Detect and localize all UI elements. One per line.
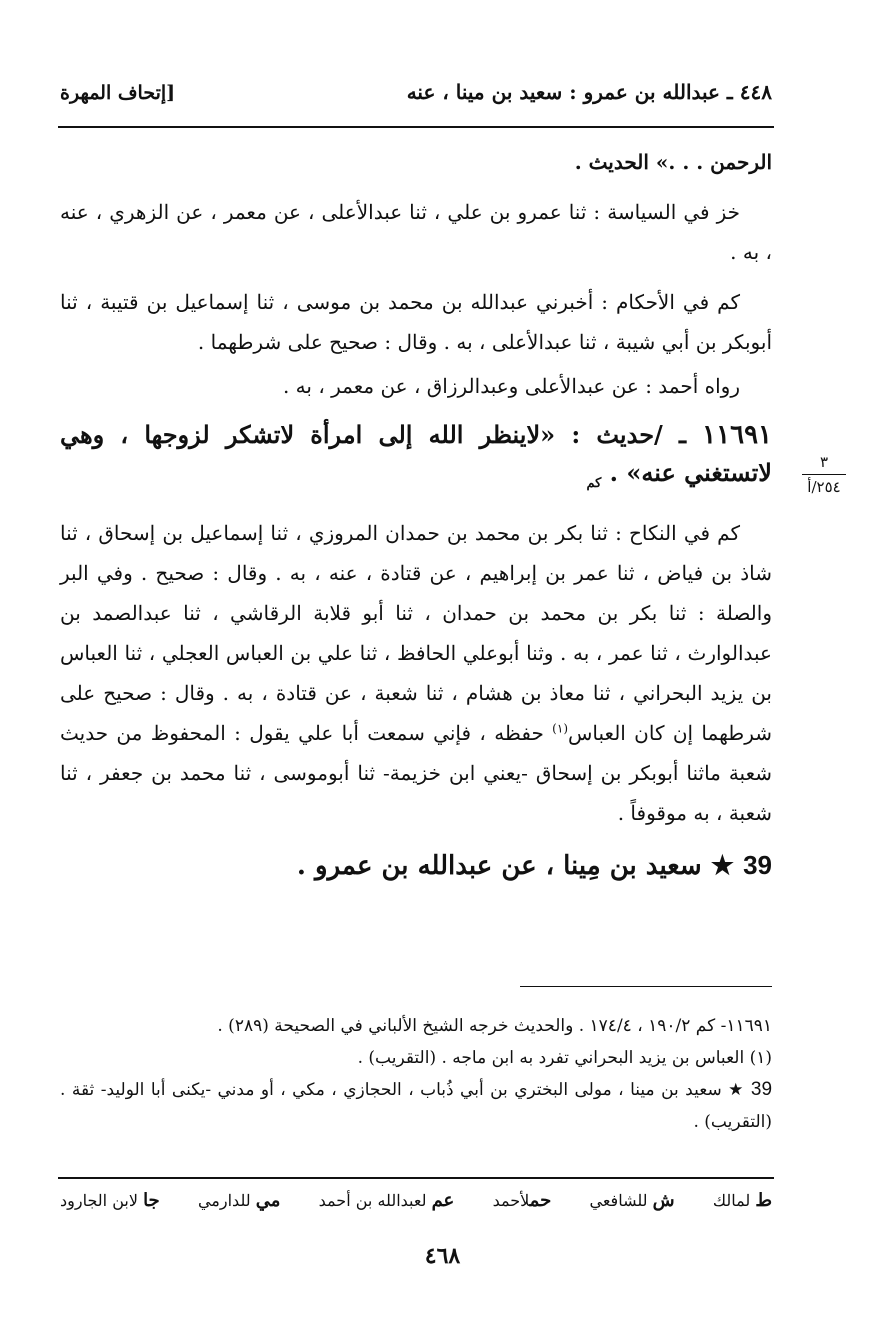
margin-ref-bottom: ٢٥٤/أ [807,478,841,496]
chapter-title: ٤٤٨ ـ عبدالله بن عمرو : سعيد بن مينا ، عنه [406,80,772,104]
footnote-narrator [60,1074,772,1138]
hadith-heading [60,416,772,503]
footnote-marker-1[interactable]: (١) [552,721,568,736]
legend-rule [58,1177,774,1179]
legend-item: جا لابن الجارود [60,1190,160,1211]
main-text [60,142,772,898]
footnote-narrator-number: 39 [750,1079,773,1100]
footnote-rule [520,986,772,987]
legend-item: عم لعبدالله بن أحمد [318,1190,455,1211]
margin-reference [798,452,850,497]
hadith-text: ـ /حديث : «لاينظر الله إلى امرأة لاتشكر لزوجها ، وهي لاتستغني عنه» . [60,420,772,487]
header-rule [58,126,774,128]
paragraph-2: خز في السياسة : ثنا عمرو بن علي ، ثنا عبدالأعلى ، عن معمر ، عن الزهري ، عنه ، به . [60,200,772,264]
narrator-heading [60,843,772,888]
hadith-number: ١١٦٩١ [702,420,772,450]
paragraph-3: كم في الأحكام : أخبرني عبدالله بن محمد بن موسى ، ثنا إسماعيل بن قتيبة ، ثنا أبوبكر بن أبي شيبة ، ثنا عبدالأعلى ، به . وقال : صحيح على شرطهما . [60,290,772,354]
star-icon: ★ [710,850,735,881]
narrator-number: 39 [743,849,772,880]
footnote-1: (١) العباس بن يزيد البحراني تفرد به ابن ماجه . (التقريب) . [357,1048,772,1068]
abbreviation-legend [60,1186,772,1216]
running-header [60,80,772,104]
margin-ref-top: ٣ [819,453,829,471]
paragraph-5-part-b: حفظه ، فإني سمعت أبا علي يقول : المحفوظ من حديث شعبة ماثنا أبوبكر بن إسحاق -يعني ابن خزيمة- ثنا أبوموسى ، ثنا محمد بن جعفر ، ثنا شعبة ، به موقوفاً . [60,720,772,825]
paragraph-1: الرحمن . . .» الحديث . [574,150,772,174]
paragraph-5 [60,513,772,833]
paragraph-4: رواه أحمد : عن عبدالأعلى وعبدالرزاق ، عن معمر ، به . [282,374,740,398]
legend-item: مي للدارمي [197,1190,281,1211]
footnote-narrator-text: سعيد بن مينا ، مولى البختري بن أبي ذُباب ، الحجازي ، مكي ، أو مدني -يكنى أبا الوليد- ثقة . (التقريب) . [60,1080,772,1132]
star-icon: ★ [728,1080,745,1100]
hadith-source-code: كم [586,475,602,491]
footnote-hadith: ١١٦٩١- كم ١٩٠/٢ ، ١٧٤/٤ . والحديث خرجه الشيخ الألباني في الصحيحة (٢٨٩) . [217,1016,772,1036]
page-number: ٤٦٨ [424,1243,461,1269]
margin-ref-divider [802,474,846,475]
legend-item: حملأحمد [492,1190,552,1211]
paragraph-5-part-a: كم في النكاح : ثنا بكر بن محمد بن حمدان المروزي ، ثنا إسماعيل بن إسحاق ، ثنا شاذ بن فياض ، ثنا عمر بن إبراهيم ، عن قتادة ، عنه ، به . وقال : صحيح . وفي البر والصلة : ثنا بكر بن محمد بن حمدان ، ثنا أبو قلابة الرقاشي ، ثنا عبدالصمد بن عبدالوارث ، ثنا عمر ، به . وثنا أبوعلي الحافظ ، ثنا علي بن العباس العجلي ، ثنا العباس بن يزيد البحراني ، ثنا معاذ بن هشام ، ثنا شعبة ، عن قتادة ، به . وقال : صحيح على شرطهما إن كان العباس [60,520,773,745]
legend-item: ط لمالك [712,1190,772,1211]
narrator-text: سعيد بن مِينا ، عن عبدالله بن عمرو . [296,850,702,881]
footnotes [60,1010,772,1138]
book-title: [إتحاف المهرة [60,82,176,104]
legend-item: ش للشافعي [589,1190,675,1211]
